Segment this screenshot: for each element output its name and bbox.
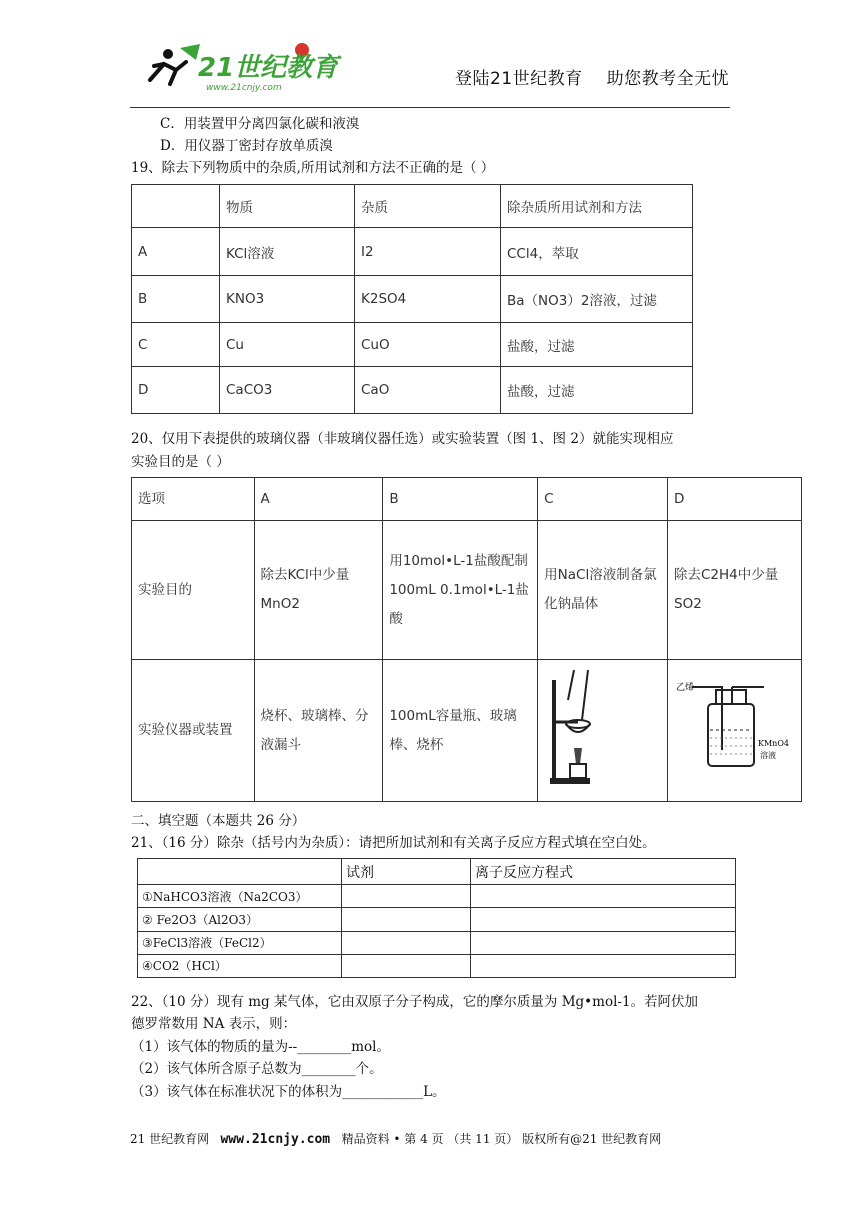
t19-cell: Ba（NO3）2溶液，过滤 <box>501 276 693 323</box>
t21-equation-blank <box>471 885 736 908</box>
t21-header <box>138 859 342 885</box>
table-q19 <box>131 184 693 414</box>
table-row <box>132 228 693 276</box>
slogan-right: 助您教考全无忧 <box>606 69 730 89</box>
t20-cell: 除去C2H4中少量SO2 <box>668 521 802 660</box>
t20-row-label: 实验仪器或装置 <box>132 660 255 802</box>
header-slogan <box>455 64 729 89</box>
question-20-line1: 20、仅用下表提供的玻璃仪器（非玻璃仪器任选）或实验装置（图 1、图 2）就能实现相应 <box>131 431 674 447</box>
t19-cell: D <box>132 367 220 414</box>
t19-cell: K2SO4 <box>355 276 501 323</box>
t20-header: B <box>383 478 538 521</box>
t21-row-label: ①NaHCO3溶液（Na2CO3） <box>138 885 342 908</box>
t21-reagent-blank <box>342 954 471 977</box>
question-22-part1: （1）该气体的物质的量为--________mol。 <box>131 1039 390 1055</box>
t19-cell: CCl4，萃取 <box>501 228 693 276</box>
evaporation-apparatus-icon <box>538 660 655 790</box>
question-22-line1: 22、（10 分）现有 mg 某气体，它由双原子分子构成，它的摩尔质量为 Mg•mol-1。若阿伏加 <box>131 994 699 1010</box>
question-22-part2: （2）该气体所含原子总数为________个。 <box>131 1061 383 1077</box>
fig-d-label-solution: 溶液 <box>760 751 776 760</box>
t19-cell: C <box>132 323 220 367</box>
table-row <box>138 908 736 931</box>
table-row <box>132 276 693 323</box>
t20-header: A <box>254 478 383 521</box>
logo-text: 21世纪教育 <box>198 53 339 83</box>
table-row <box>132 367 693 414</box>
table-row <box>132 660 802 802</box>
logo-url: www.21cnjy.com <box>206 83 282 93</box>
t20-cell: 用NaCl溶液制备氯化钠晶体 <box>538 521 668 660</box>
t21-equation-blank <box>471 908 736 931</box>
footer-info: 精品资料 • 第 4 页 （共 11 页） 版权所有@21 世纪教育网 <box>341 1132 662 1146</box>
page-footer <box>130 1130 661 1147</box>
t19-cell: A <box>132 228 220 276</box>
table-row <box>132 323 693 367</box>
t19-cell: 盐酸，过滤 <box>501 323 693 367</box>
question-21: 21、（16 分）除杂（括号内为杂质）：请把所加试剂和有关离子反应方程式填在空白处。 <box>131 835 656 851</box>
t21-equation-blank <box>471 954 736 977</box>
t19-header: 物质 <box>220 185 355 228</box>
t21-header: 离子反应方程式 <box>471 859 736 885</box>
t19-cell: B <box>132 276 220 323</box>
header-rule <box>130 107 730 108</box>
t20-cell: 除去KCl中少量MnO2 <box>254 521 383 660</box>
table-row <box>138 885 736 908</box>
t19-cell: KCl溶液 <box>220 228 355 276</box>
t21-reagent-blank <box>342 931 471 954</box>
t20-cell-figure-d <box>668 660 802 802</box>
t20-header: C <box>538 478 668 521</box>
question-20-line2: 实验目的是（ ） <box>131 454 230 470</box>
t21-reagent-blank <box>342 908 471 931</box>
t19-cell: Cu <box>220 323 355 367</box>
t20-row-label: 实验目的 <box>132 521 255 660</box>
section-2-title: 二、填空题（本题共 26 分） <box>131 813 306 829</box>
question-19: 19、除去下列物质中的杂质,所用试剂和方法不正确的是（ ） <box>131 160 495 176</box>
t21-reagent-blank <box>342 885 471 908</box>
site-logo <box>140 40 339 98</box>
t19-cell: CaCO3 <box>220 367 355 414</box>
table-q21 <box>137 858 736 978</box>
t19-header <box>132 185 220 228</box>
t20-header: 选项 <box>132 478 255 521</box>
t19-header: 除杂质所用试剂和方法 <box>501 185 693 228</box>
runner-icon <box>150 44 200 84</box>
fig-d-label-kmno4: KMnO4 <box>758 739 789 748</box>
t21-row-label: ④CO2（HCl） <box>138 954 342 977</box>
t19-cell: CuO <box>355 323 501 367</box>
slogan-left: 登陆21世纪教育 <box>455 69 583 89</box>
t20-cell-figure-c <box>538 660 668 802</box>
gas-washing-bottle-icon <box>668 660 801 790</box>
option-d: D．用仪器丁密封存放单质溴 <box>160 138 333 154</box>
fig-d-label-ethylene: 乙烯 <box>676 683 695 693</box>
t21-equation-blank <box>471 931 736 954</box>
t20-cell: 用10mol•L-1盐酸配制100mL 0.1mol•L-1盐酸 <box>383 521 538 660</box>
t20-cell: 100mL容量瓶、玻璃棒、烧杯 <box>383 660 538 802</box>
t19-cell: I2 <box>355 228 501 276</box>
t19-cell: 盐酸，过滤 <box>501 367 693 414</box>
t19-cell: KNO3 <box>220 276 355 323</box>
t20-header: D <box>668 478 802 521</box>
table-q20 <box>131 477 802 802</box>
footer-url[interactable]: www.21cnjy.com <box>220 1132 331 1147</box>
table-row <box>132 521 802 660</box>
question-22-line2: 德罗常数用 NA 表示，则： <box>131 1016 297 1032</box>
table-row <box>138 954 736 977</box>
t21-row-label: ② Fe2O3（Al2O3） <box>138 908 342 931</box>
t21-row-label: ③FeCl3溶液（FeCl2） <box>138 931 342 954</box>
table-row <box>138 931 736 954</box>
question-22-part3: （3）该气体在标准状况下的体积为____________L。 <box>131 1084 446 1100</box>
t20-cell: 烧杯、玻璃棒、分液漏斗 <box>254 660 383 802</box>
t21-header: 试剂 <box>342 859 471 885</box>
t19-cell: CaO <box>355 367 501 414</box>
option-c: C．用装置甲分离四氯化碳和液溴 <box>160 116 360 132</box>
t19-header: 杂质 <box>355 185 501 228</box>
footer-site: 21 世纪教育网 <box>130 1132 210 1146</box>
